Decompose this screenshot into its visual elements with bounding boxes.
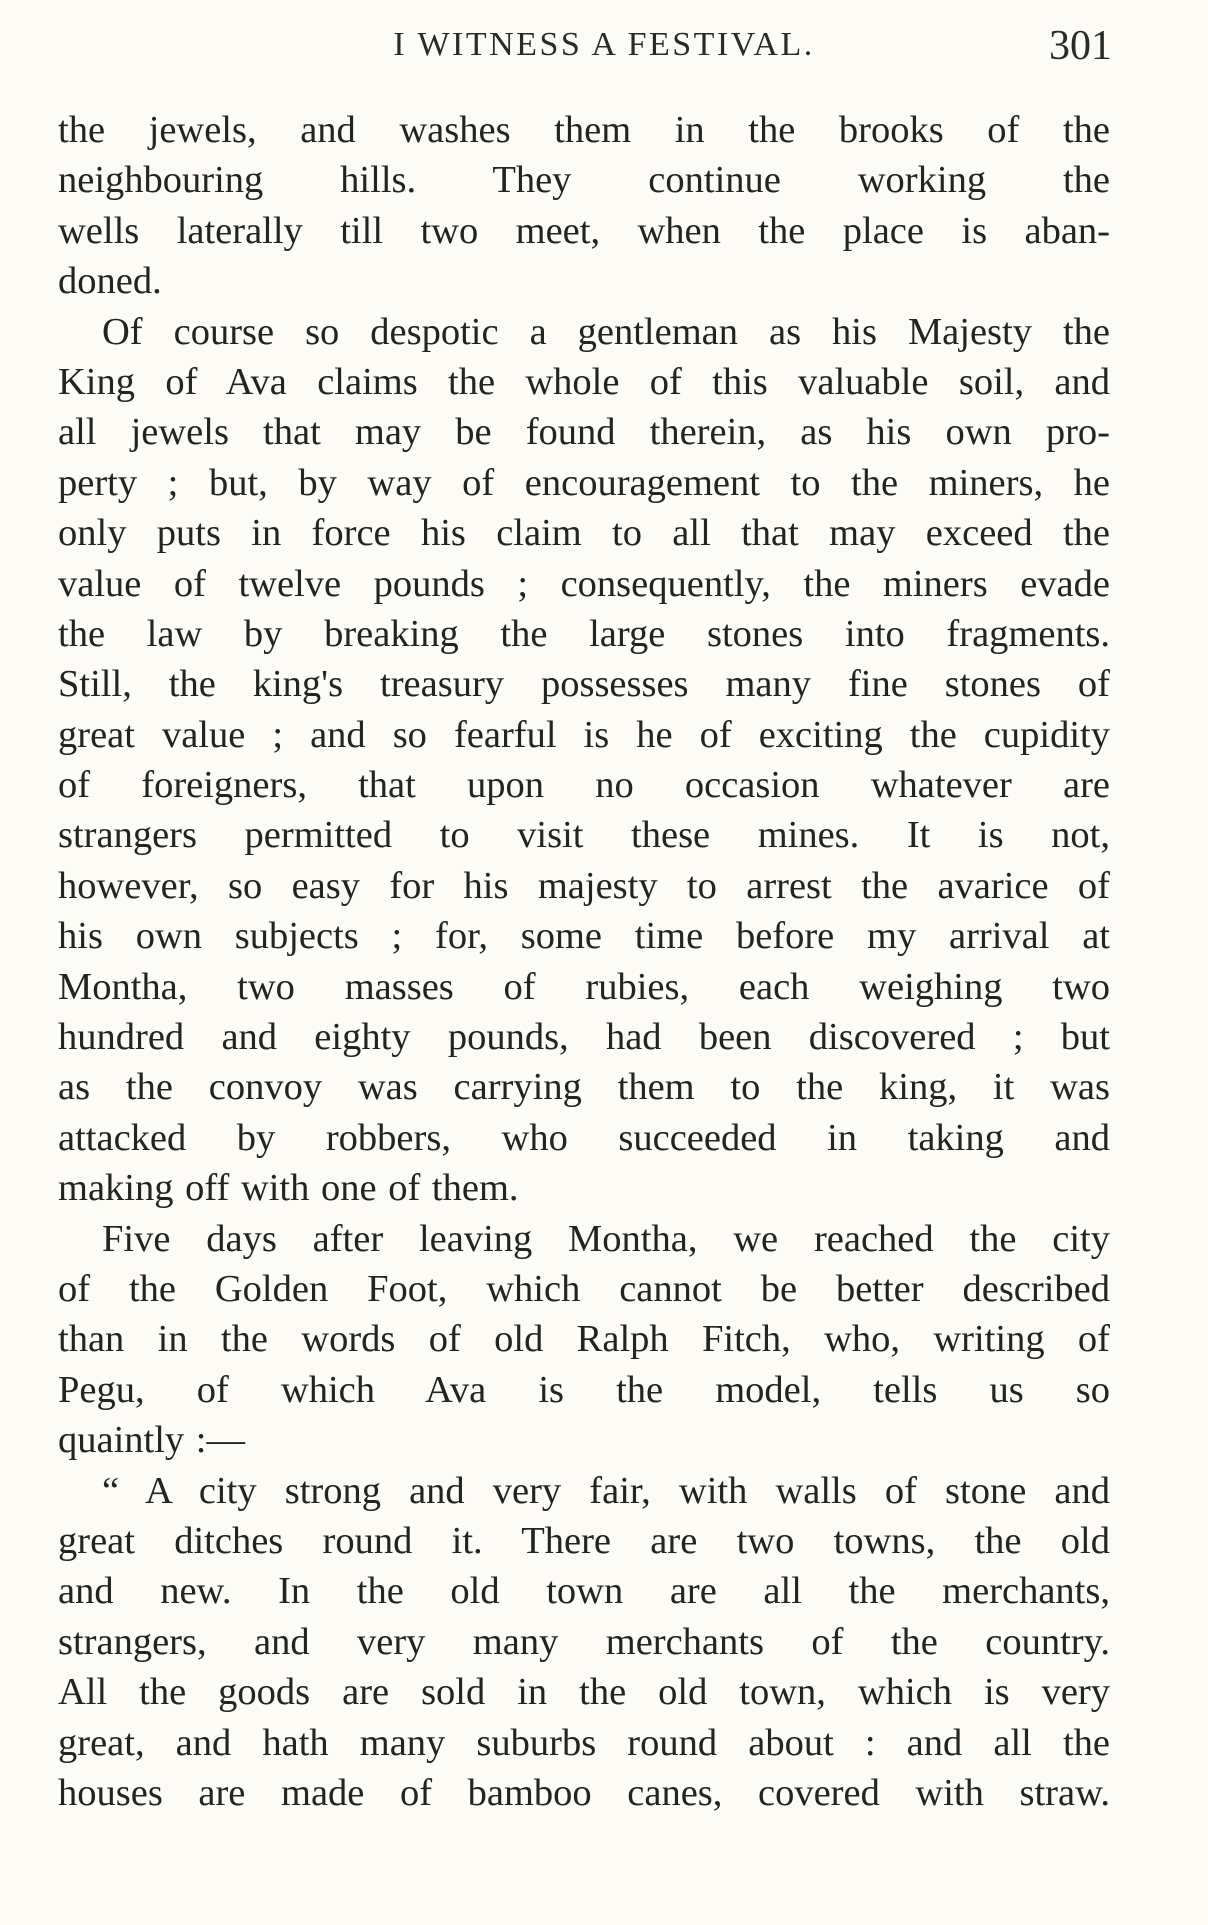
text-line: only puts in force his claim to all that may exceed the <box>58 512 1110 555</box>
text-line: hundred and eighty pounds, had been discovered ; but <box>58 1016 1110 1059</box>
text-line: his own subjects ; for, some time before my arrival at <box>58 915 1110 958</box>
text-line: and new. In the old town are all the merchants, <box>58 1570 1110 1613</box>
text-line: of foreigners, that upon no occasion whatever are <box>58 764 1110 807</box>
text-line: however, so easy for his majesty to arrest the avarice of <box>58 864 1110 907</box>
text-line: Pegu, of which Ava is the model, tells us so <box>58 1368 1110 1411</box>
text-line: value of twelve pounds ; consequently, the miners evade <box>58 562 1110 605</box>
text-line: great ditches round it. There are two towns, the old <box>58 1519 1110 1562</box>
text-line: neighbouring hills. They continue working the <box>58 159 1110 202</box>
text-line: great, and hath many suburbs round about : and all the <box>58 1721 1110 1764</box>
text-line: King of Ava claims the whole of this valuable soil, and <box>58 360 1110 403</box>
text-line: wells laterally till two meet, when the place is aban- <box>58 209 1110 252</box>
page-number: 301 <box>1049 23 1112 69</box>
text-line: doned. <box>58 260 162 303</box>
running-header <box>0 14 1208 74</box>
text-line: strangers permitted to visit these mines. It is not, <box>58 814 1110 857</box>
text-line: making off with one of them. <box>58 1167 519 1210</box>
text-line: of the Golden Foot, which cannot be better described <box>58 1267 1110 1310</box>
text-line: the law by breaking the large stones into fragments. <box>58 612 1110 655</box>
text-line: Montha, two masses of rubies, each weighing two <box>58 965 1110 1008</box>
text-line: all jewels that may be found therein, as his own pro- <box>58 411 1110 454</box>
text-line: houses are made of bamboo canes, covered with straw. <box>58 1771 1110 1814</box>
text-line: Of course so despotic a gentleman as his Majesty the <box>102 310 1110 353</box>
text-line: All the goods are sold in the old town, which is very <box>58 1671 1110 1714</box>
text-line: quaintly :— <box>58 1419 245 1462</box>
text-line: than in the words of old Ralph Fitch, who, writing of <box>58 1318 1110 1361</box>
text-line: attacked by robbers, who succeeded in taking and <box>58 1116 1110 1159</box>
text-line: Still, the king's treasury possesses many fine stones of <box>58 663 1110 706</box>
text-line: the jewels, and washes them in the brooks of the <box>58 109 1110 151</box>
text-line: “ A city strong and very fair, with walls of stone and <box>102 1469 1110 1512</box>
body-text <box>58 105 1110 1818</box>
text-line: perty ; but, by way of encouragement to the miners, he <box>58 461 1110 504</box>
running-title: I WITNESS A FESTIVAL. <box>393 26 815 63</box>
text-line: as the convoy was carrying them to the king, it was <box>58 1066 1110 1109</box>
text-line: strangers, and very many merchants of the country. <box>58 1620 1110 1663</box>
text-line: great value ; and so fearful is he of exciting the cupidity <box>58 713 1110 756</box>
text-line: Five days after leaving Montha, we reached the city <box>102 1217 1110 1260</box>
